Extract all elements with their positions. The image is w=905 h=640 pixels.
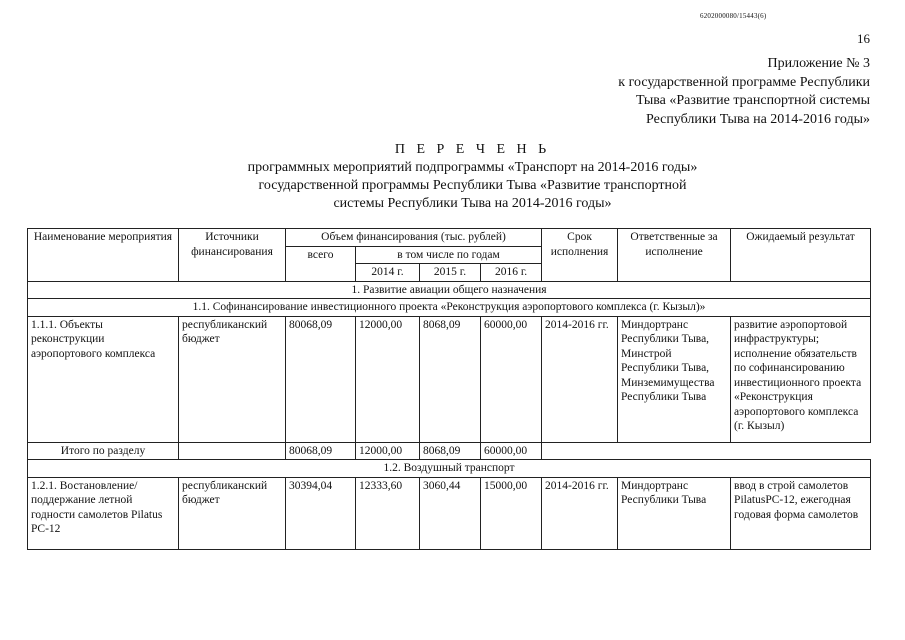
header-volume: Объем финансирования (тыс. рублей) (286, 229, 542, 247)
cell-2016: 15000,00 (481, 477, 542, 549)
cell-total: 80068,09 (286, 316, 356, 442)
header-result: Ожидаемый результат (731, 229, 871, 282)
title-line-3: системы Республики Тыва на 2014-2016 годы» (333, 196, 612, 211)
header-name: Наименование мероприятия (28, 229, 179, 282)
subtotal-total: 80068,09 (286, 442, 356, 460)
header-2015: 2015 г. (420, 264, 481, 282)
header-sources: Источники финансирования (179, 229, 286, 282)
appendix-line-1: Приложение № 3 (767, 56, 870, 71)
cell-source: республиканский бюджет (179, 316, 286, 442)
cell-2014: 12333,60 (356, 477, 420, 549)
appendix-line-2: к государственной программе Республики (618, 74, 870, 90)
header-by-years: в том числе по годам (356, 246, 542, 264)
subtotal-empty (179, 442, 286, 460)
subtotal-label: Итого по разделу (28, 442, 179, 460)
header-total: всего (286, 246, 356, 281)
table-row (28, 316, 871, 442)
subtotal-2015: 8068,09 (420, 442, 481, 460)
cell-term: 2014-2016 гг. (542, 477, 618, 549)
title-heading: П Е Р Е Ч Е Н Ь (394, 142, 551, 157)
cell-source: республиканский бюджет (179, 477, 286, 549)
subtotal-2016: 60000,00 (481, 442, 542, 460)
header-2016: 2016 г. (481, 264, 542, 282)
cell-2014: 12000,00 (356, 316, 420, 442)
subsection-row (28, 299, 871, 317)
cell-result: развитие аэропортовой инфраструктуры; исполнение обязательств по софинансированию инвестиционного проекта «Реконструкция аэропортового комплекса (г. Кызыл) (731, 316, 871, 442)
header-responsible: Ответственные за исполнение (618, 229, 731, 282)
subtotal-row (28, 442, 871, 460)
header-row-1 (28, 229, 871, 247)
subtotal-blank (542, 442, 871, 460)
header-2014: 2014 г. (356, 264, 420, 282)
cell-responsible: Миндортранс Республики Тыва, Минстрой Республики Тыва, Минземимущества Республики Тыва (618, 316, 731, 442)
subtotal-2014: 12000,00 (356, 442, 420, 460)
cell-responsible: Миндортранс Республики Тыва (618, 477, 731, 549)
header-term: Срок исполнения (542, 229, 618, 282)
cell-2016: 60000,00 (481, 316, 542, 442)
subsection-row (28, 460, 871, 478)
cell-name: 1.1.1. Объекты реконструкции аэропортового комплекса (28, 316, 179, 442)
document-id: 6202000080/15443(6) (700, 12, 767, 20)
cell-name: 1.2.1. Востановление/ поддержание летной годности самолетов Pilatus PC-12 (28, 477, 179, 549)
appendix-line-4: Республики Тыва на 2014-2016 годы» (645, 111, 870, 127)
cell-term: 2014-2016 гг. (542, 316, 618, 442)
section-row (28, 281, 871, 299)
program-table (27, 228, 871, 550)
appendix-line-3: Тыва «Развитие транспортной системы (636, 93, 870, 108)
subsection-1-2-title: 1.2. Воздушный транспорт (28, 460, 871, 478)
document-title (0, 141, 905, 213)
section-1-title: 1. Развитие авиации общего назначения (28, 281, 871, 299)
cell-2015: 8068,09 (420, 316, 481, 442)
table-row (28, 477, 871, 549)
subsection-1-1-title: 1.1. Софинансирование инвестиционного проекта «Реконструкция аэропортового комплекса (г. Кызыл)» (28, 299, 871, 317)
appendix-note (618, 55, 870, 129)
cell-result: ввод в строй самолетов PilatusPC-12, ежегодная годовая форма самолетов (731, 477, 871, 549)
cell-total: 30394,04 (286, 477, 356, 549)
title-line-1: программных мероприятий подпрограммы «Транспорт на 2014-2016 годы» (247, 160, 698, 175)
page-number: 16 (857, 31, 870, 46)
title-line-2: государственной программы Республики Тыва «Развитие транспортной (258, 178, 687, 193)
cell-2015: 3060,44 (420, 477, 481, 549)
